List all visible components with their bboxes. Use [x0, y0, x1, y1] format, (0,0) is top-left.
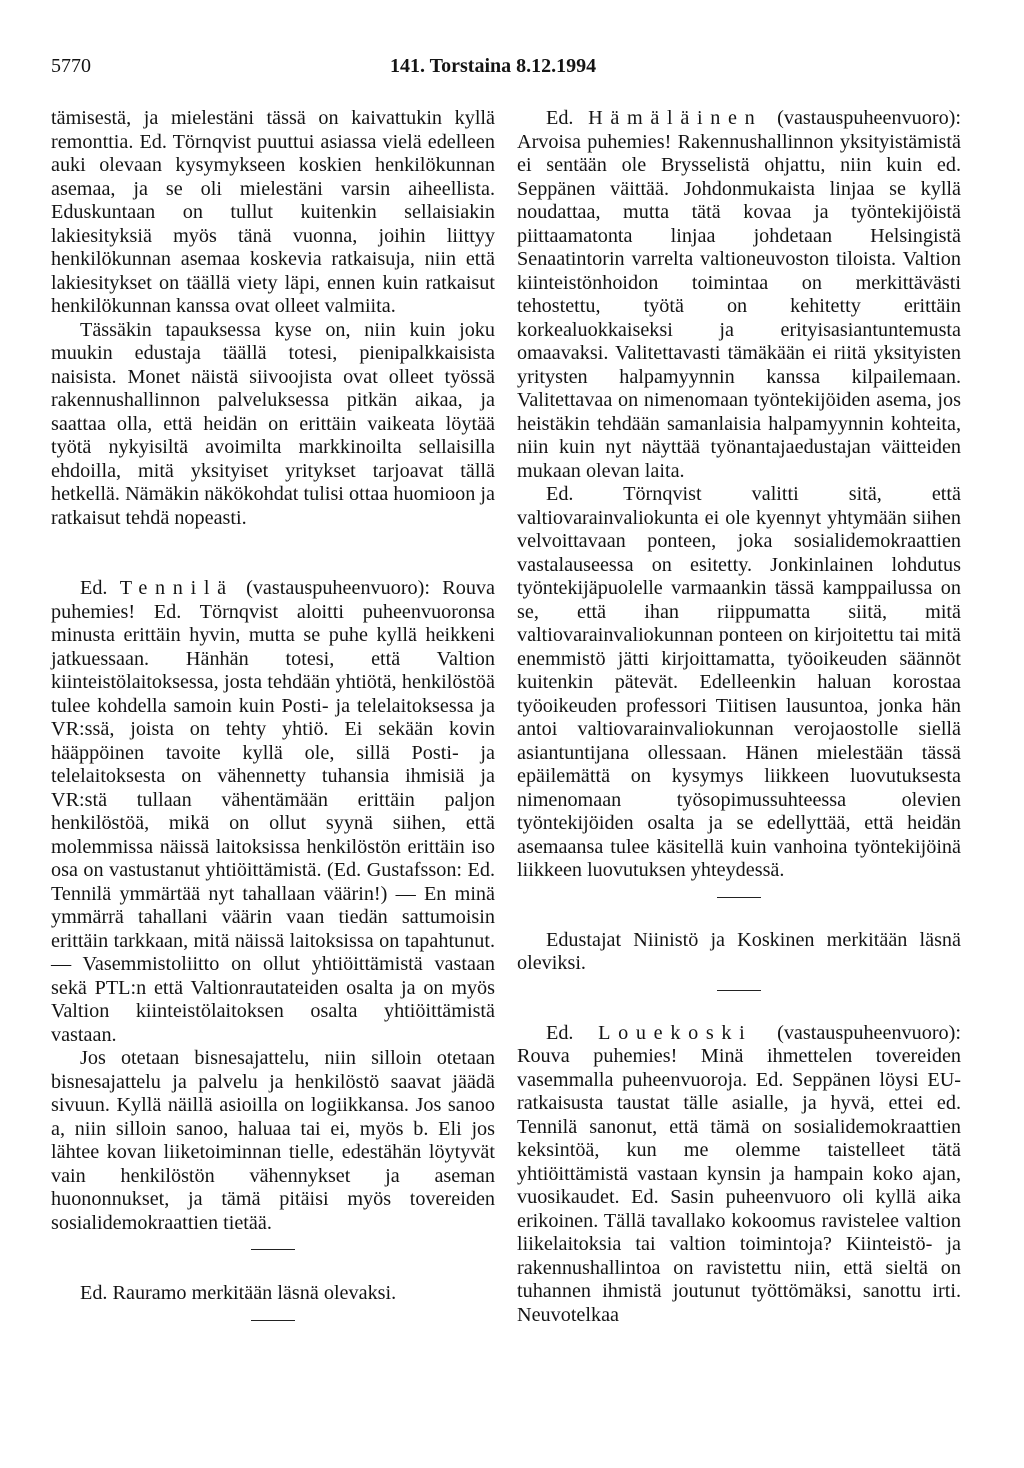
speech-hamalainen [517, 107, 961, 483]
speech-louekoski [517, 1022, 961, 1328]
page-number: 5770 [51, 55, 91, 77]
left-column [51, 107, 495, 1321]
speaker-name: Tennilä [119, 577, 234, 599]
speech-text: (vastauspuheenvuoro): Arvoisa puhemies! Rakennushallinnon yksityistämistä ei sentään ole Brysselistä ohjattu, niin kuin ed. Seppänen väittää. Johdonmukaista linjaa se kyllä noudattaa, mutta tätä kovaa ja työntekijöistä piittaamatonta linjaa johdetaan Helsingistä Senaatintorin varrelta valtioneuvoston tiloista. Valtion kiinteistönhoidon toimintaa on merkittävästi tehostettu, työtä on kehitetty erittäin korkealuokkaiseksi ja erityisasiantuntemusta omaavaksi. Valitettavasti tämäkään ei riitä yksityisten yritysten halpamyynnin kanssa kilpailemaan. Valitettavaa on nimenomaan työntekijöiden asema, jos heistäkin tehdään samanlaisia halpamyynnin kohteita, niin kuin nyt näyttää työnantajaedustajan väitteiden mukaan olevan laita. [517, 107, 962, 482]
section-divider [251, 1249, 295, 1250]
speech-tennila [51, 577, 495, 1047]
attendance-notice: Ed. Rauramo merkitään läsnä olevaksi. [80, 1282, 397, 1304]
speaker-prefix: Ed. [80, 577, 108, 599]
speech-text: (vastauspuheenvuoro): Rouva puhemies! Ed. Törnqvist aloitti puheenvuoronsa minusta erittäin hyvin, mutta se puhe kyllä heikkeni jatkuessaan. Hänhän totesi, että Valtion kiinteistölaitoksessa, josta tehdään yhtiötä, henkilöstöä tulee kohdella samoin kuin Posti- ja telelaitoksessa ja VR:ssä, joista on tehty yhtiö. Ei sekään kovin hääppöinen tavoite kyllä ole, sillä Posti- ja telelaitoksesta on vähennetty tuhansia ihmisiä ja VR:stä tullaan vähentämään erittäin paljon henkilöstöä, mikä on ollut syynä siihen, että molemmissa näissä laitoksissa henkilöstön erittäin iso osa on vastustanut yhtiöittämistä. (Ed. Gustafsson: Ed. Tennilä ymmärtää nyt tahallaan väärin!) — En minä ymmärrä tahallani väärin vaan tiedän sattumoisin erittäin tarkkaan, mitä näissä laitoksissa on tapahtunut. — Vasemmistoliitto on ollut yhtiöittämistä vastaan sekä PTL:n että Valtionrautateiden osalta ja on myös Valtion kiinteistölaitoksen osalta yhtiöittämistä vastaan. [51, 577, 495, 1046]
speaker-prefix: Ed. [546, 107, 574, 129]
section-divider [251, 1320, 295, 1321]
speaker-name: Hämäläinen [588, 107, 763, 129]
section-divider [717, 990, 761, 991]
paragraph: Jos otetaan bisnesajattelu, niin silloin otetaan bisnesajattelu ja palvelu ja henkilöstö saavat jäädä sivuun. Kyllä näillä asioilla on logiikkansa. Jos sanoo a, niin silloin sanoo, haluaa tai ei, myös b. Eli jos lähtee kovan liiketoiminnan tielle, edestähän löytyvät vain henkilöstön vähennykset ja aseman huononnukset, ja tämä pitäisi myös tovereiden sosialidemokraattien tietää. [51, 1047, 495, 1234]
attendance-notice: Edustajat Niinistö ja Koskinen merkitään läsnä oleviksi. [517, 928, 961, 974]
section-divider [717, 897, 761, 898]
paragraph: tämisestä, ja mielestäni tässä on kaivattukin kyllä remonttia. Ed. Törnqvist puuttui asiassa vielä edelleen auki olevaan kysymykseen koskien henkilökunnan asemaa, ja se oli mielestäni varsin aiheellista. Eduskuntaan on tullut kuitenkin sellaisiakin lakiesityksiä myös tänä vuonna, joihin liittyy henkilökunnan asemaa koskevia ratkaisuja, niin että lakiesitykset on täällä viety läpi, ennen kuin ratkaisut henkilökunnan kanssa ovat olleet valmiita. [51, 107, 495, 317]
speaker-prefix: Ed. [546, 1021, 574, 1044]
right-column [517, 107, 961, 1327]
speaker-name: Louekoski [598, 1021, 753, 1044]
paragraph: Ed. Törnqvist valitti sitä, että valtiovarainvaliokunta ei ole kyennyt yhtymään siihen velvoittavaan ponteen, joka sosialidemokraattien vastalauseessa on esitetty. Jonkinlainen lohdutus työntekijäpuolelle varmaankin tässä kamppailussa on se, että ihan riippumatta siitä, mitä valtiovarainvaliokunnan ponteen on kirjoitettu tai mitä enemmistö jätti kirjoittamatta, työoikeuden säännöt kuitenkin pätevät. Edelleenkin haluan korostaa työoikeuden professori Tiitisen lausuntoa, jonka hän antoi valtiovarainvaliokunnan verojaostolle siellä asiantuntijana ollessaan. Hänen mielestään tässä epäilemättä on kysymys liikkeen luovutuksesta nimenomaan työsopimussuhteessa olevien työntekijöiden osalta ja se edellyttää, että heidän asemaansa tulee käsitellä kuin vanhoina työntekijöinä liikkeen luovutuksen yhteydessä. [517, 483, 961, 881]
speech-text: (vastauspuheenvuoro): Rouva puhemies! Minä ihmettelen tovereiden vasemmalla puheenvuoroja. Ed. Seppänen löysi EU-ratkaisusta taustat tälle asialle, ja hyvä, ettei ed. Tennilä sanonut, että tämä on sosialidemokraattien keksintöä, kun me olemme taistelleet tätä yhtiöittämistä vastaan kynsin ja hampain koko ajan, vuosikaudet. Ed. Sasin puheenvuoro oli kyllä aika erikoinen. Tällä tavallako kokoomus ravistelee valtion liikelaitoksia tai valtion toimintoja? Kiinteistö- ja rakennushallintoa on ravistettu niin, että sieltä on tuhannen ihmistä joutunut työttömäksi, sanottu irti. Neuvotelkaa [517, 1021, 961, 1326]
paragraph: Tässäkin tapauksessa kyse on, niin kuin joku muukin edustaja täällä totesi, pienipalkkaisista naisista. Monet näistä siivoojista ovat olleet työssä rakennushallinnon palveluksessa pitkän aikaa, ja saattaa olla, että heidän on erittäin vaikeata löytää työtä nykyisiltä avoimilta markkinoilta sellaisilla ehdoilla, mitä yksityiset yritykset tarjoavat tällä hetkellä. Nämäkin näkökohdat tulisi ottaa huomioon ja ratkaisut tehdä nopeasti. [51, 318, 495, 529]
session-header: 141. Torstaina 8.12.1994 [390, 55, 597, 77]
